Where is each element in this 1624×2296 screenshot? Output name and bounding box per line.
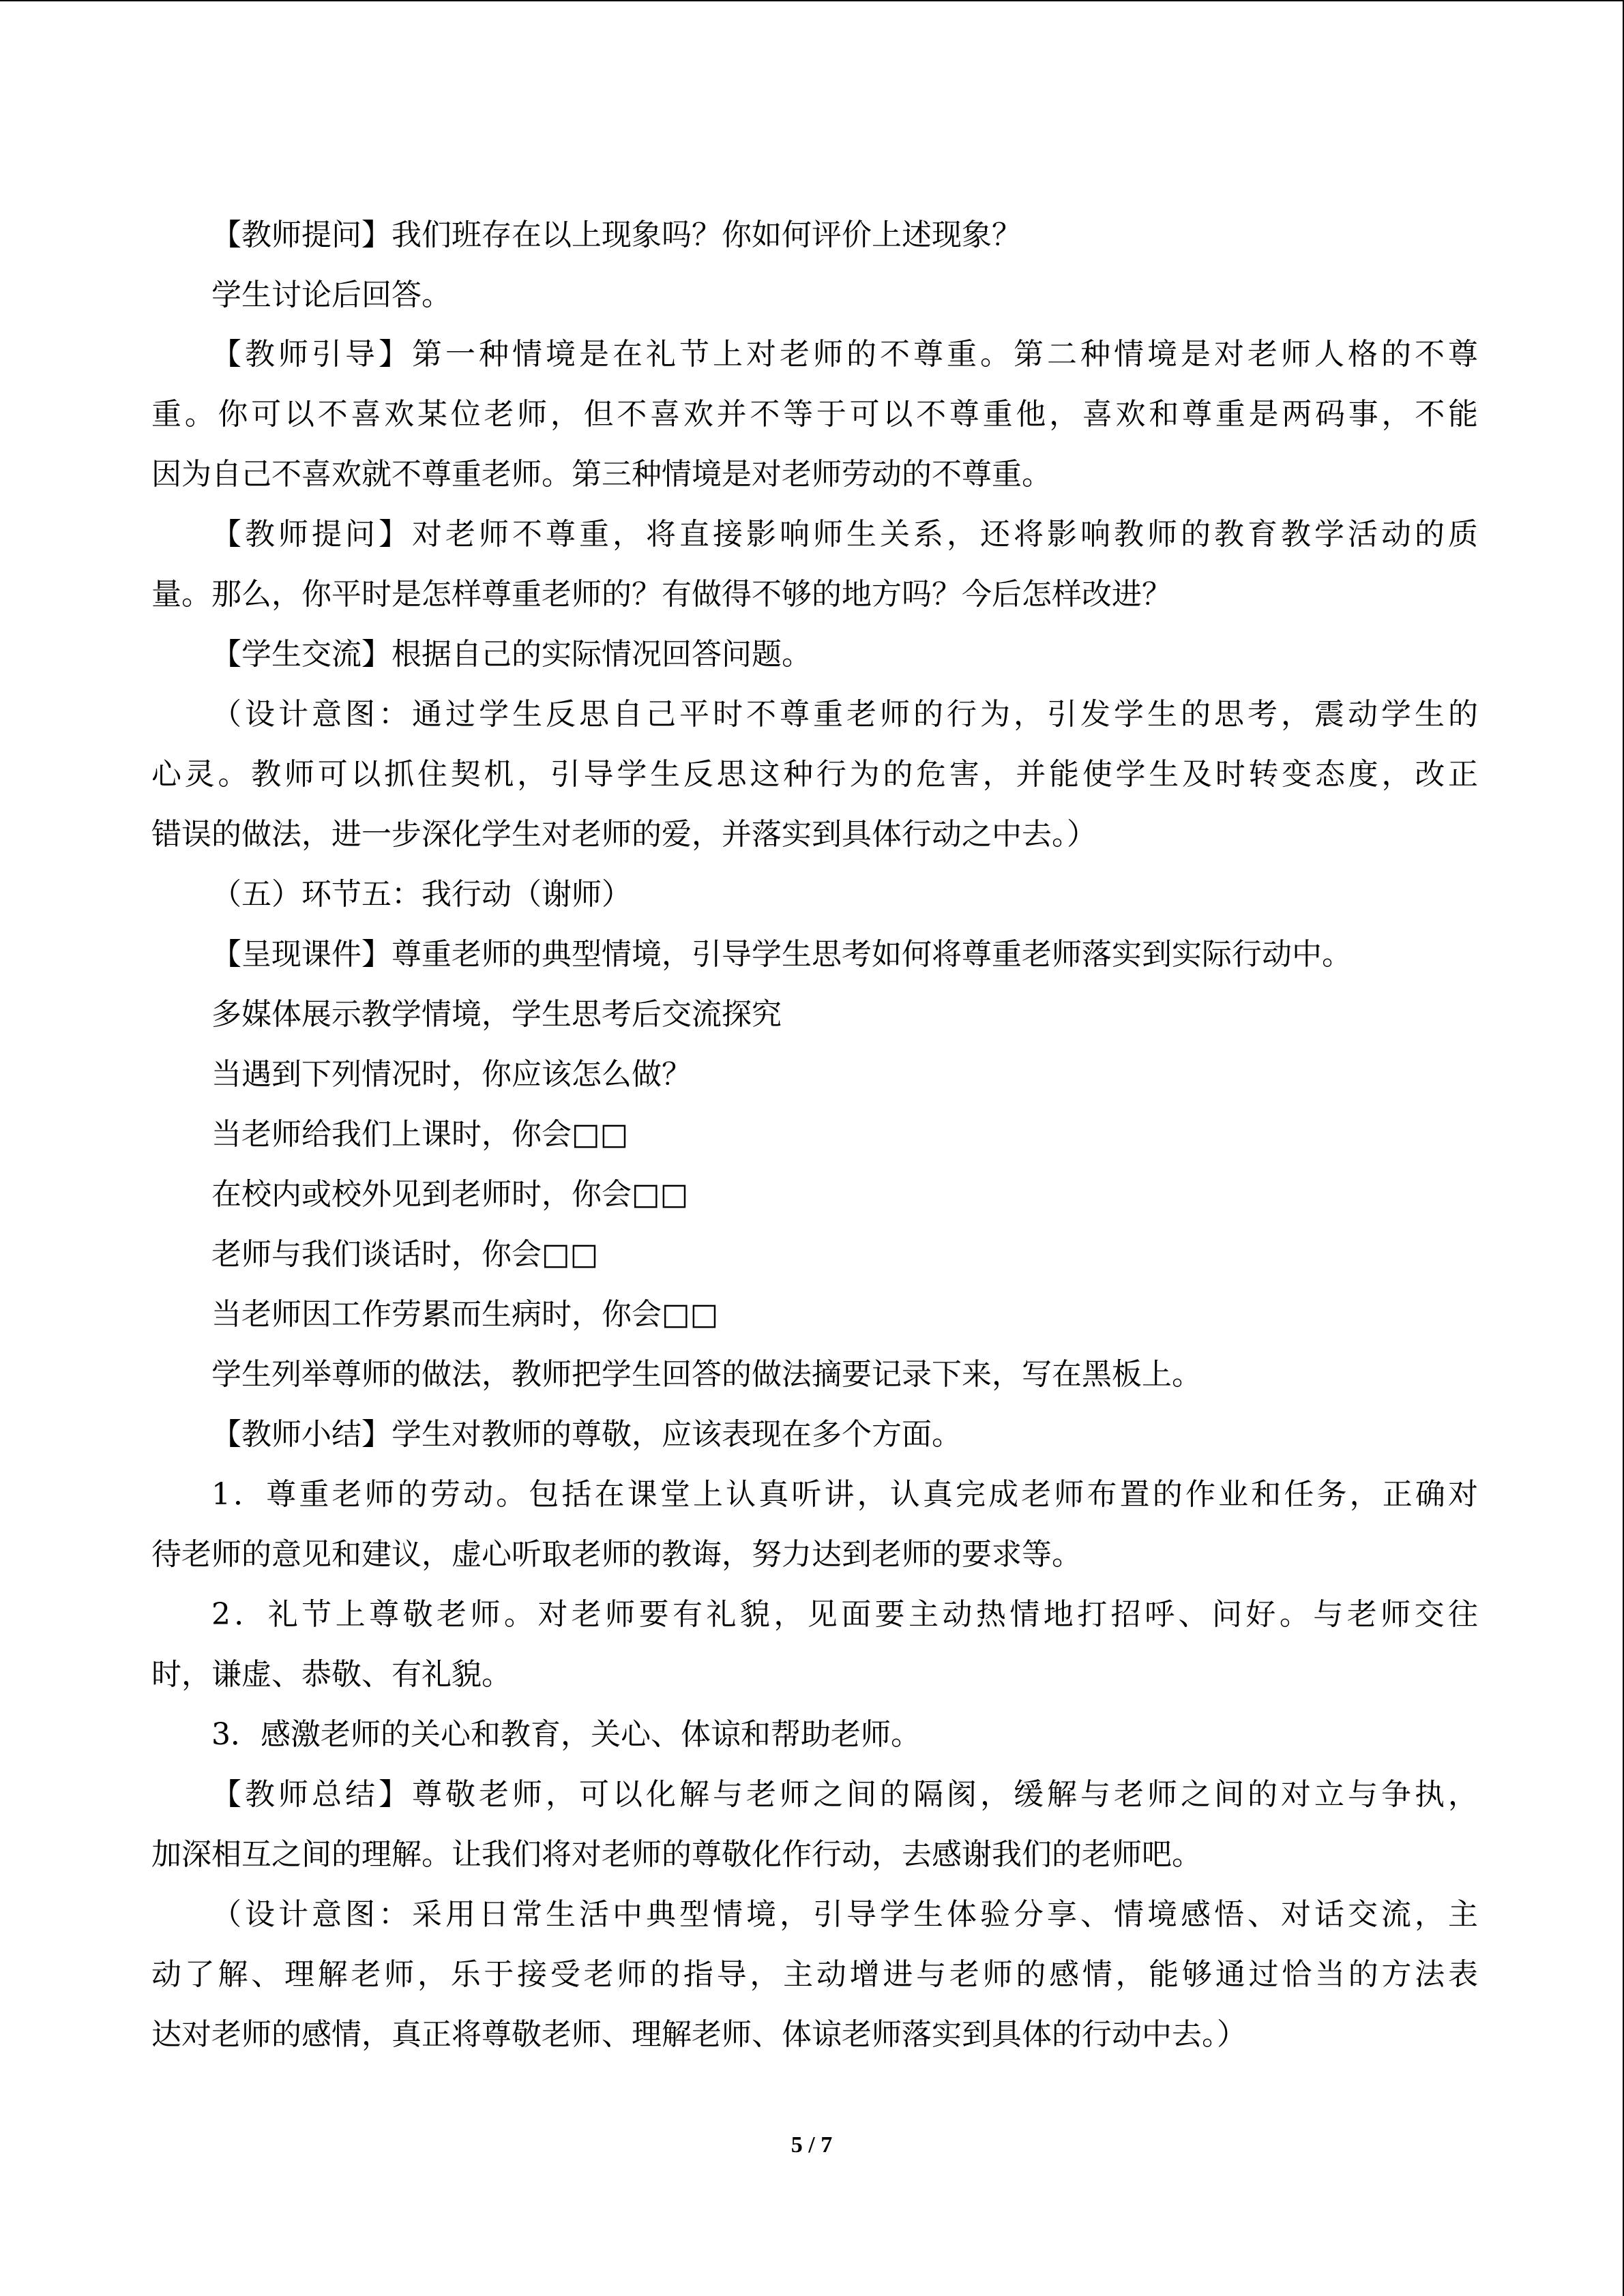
text-line: 待老师的意见和建议，虚心听取老师的教诲，努力达到老师的要求等。: [151, 1537, 1082, 1572]
text-line: 错误的做法，进一步深化学生对老师的爱，并落实到具体行动之中去。）: [151, 817, 1097, 852]
text-line: 【教师提问】我们班存在以上现象吗？你如何评价上述现象？: [211, 218, 1022, 252]
text-line: （设计意图：通过学生反思自己平时不尊重老师的行为，引发学生的思考，震动学生的: [211, 697, 1478, 732]
text-line: 当遇到下列情况时，你应该怎么做？: [211, 1057, 692, 1092]
text-line: 【教师提问】对老师不尊重，将直接影响师生关系，还将影响教师的教育教学活动的质: [211, 517, 1478, 552]
text-line: 当老师给我们上课时，你会□□: [211, 1117, 629, 1152]
text-line: 达对老师的感情，真正将尊敬老师、理解老师、体谅老师落实到具体的行动中去。）: [151, 2017, 1247, 2052]
text-line: 【教师总结】尊敬老师，可以化解与老师之间的隔阂，缓解与老师之间的对立与争执，: [211, 1777, 1478, 1812]
text-line: 【教师引导】第一种情境是在礼节上对老师的不尊重。第二种情境是对老师人格的不尊: [211, 337, 1478, 372]
text-line: 多媒体展示教学情境，学生思考后交流探究: [211, 997, 782, 1032]
text-line: 在校内或校外见到老师时，你会□□: [211, 1177, 689, 1212]
text-line: 学生列举尊师的做法，教师把学生回答的做法摘要记录下来，写在黑板上。: [211, 1357, 1202, 1392]
text-line: 因为自己不喜欢就不尊重老师。第三种情境是对老师劳动的不尊重。: [151, 457, 1052, 492]
text-line: 重。你可以不喜欢某位老师，但不喜欢并不等于可以不尊重他，喜欢和尊重是两码事，不能: [151, 397, 1478, 432]
text-line: 时，谦虚、恭敬、有礼貌。: [151, 1657, 512, 1692]
section-heading: （五）环节五：我行动（谢师）: [211, 877, 632, 912]
text-line: 【学生交流】根据自己的实际情况回答问题。: [211, 637, 812, 672]
text-line: 3．感激老师的关心和教育，关心、体谅和帮助老师。: [211, 1717, 921, 1752]
text-line: 1．尊重老师的劳动。包括在课堂上认真听讲，认真完成老师布置的作业和任务，正确对: [211, 1477, 1478, 1512]
text-line: 学生讨论后回答。: [211, 278, 452, 312]
text-line: 2．礼节上尊敬老师。对老师要有礼貌，见面要主动热情地打招呼、问好。与老师交往: [211, 1597, 1478, 1632]
text-line: （设计意图：采用日常生活中典型情境，引导学生体验分享、情境感悟、对话交流，主: [211, 1897, 1478, 1932]
text-line: 量。那么，你平时是怎样尊重老师的？有做得不够的地方吗？今后怎样改进？: [151, 577, 1172, 612]
text-line: 心灵。教师可以抓住契机，引导学生反思这种行为的危害，并能使学生及时转变态度，改正: [151, 757, 1478, 792]
text-line: 动了解、理解老师，乐于接受老师的指导，主动增进与老师的感情，能够通过恰当的方法表: [151, 1957, 1478, 1992]
text-line: 【教师小结】学生对教师的尊敬，应该表现在多个方面。: [211, 1417, 962, 1452]
text-line: 加深相互之间的理解。让我们将对老师的尊敬化作行动，去感谢我们的老师吧。: [151, 1837, 1202, 1872]
text-line: 【呈现课件】尊重老师的典型情境，引导学生思考如何将尊重老师落实到实际行动中。: [211, 937, 1352, 972]
text-line: 当老师因工作劳累而生病时，你会□□: [211, 1297, 719, 1332]
text-line: 老师与我们谈话时，你会□□: [211, 1237, 599, 1272]
page-number: 5 / 7: [791, 2132, 833, 2158]
